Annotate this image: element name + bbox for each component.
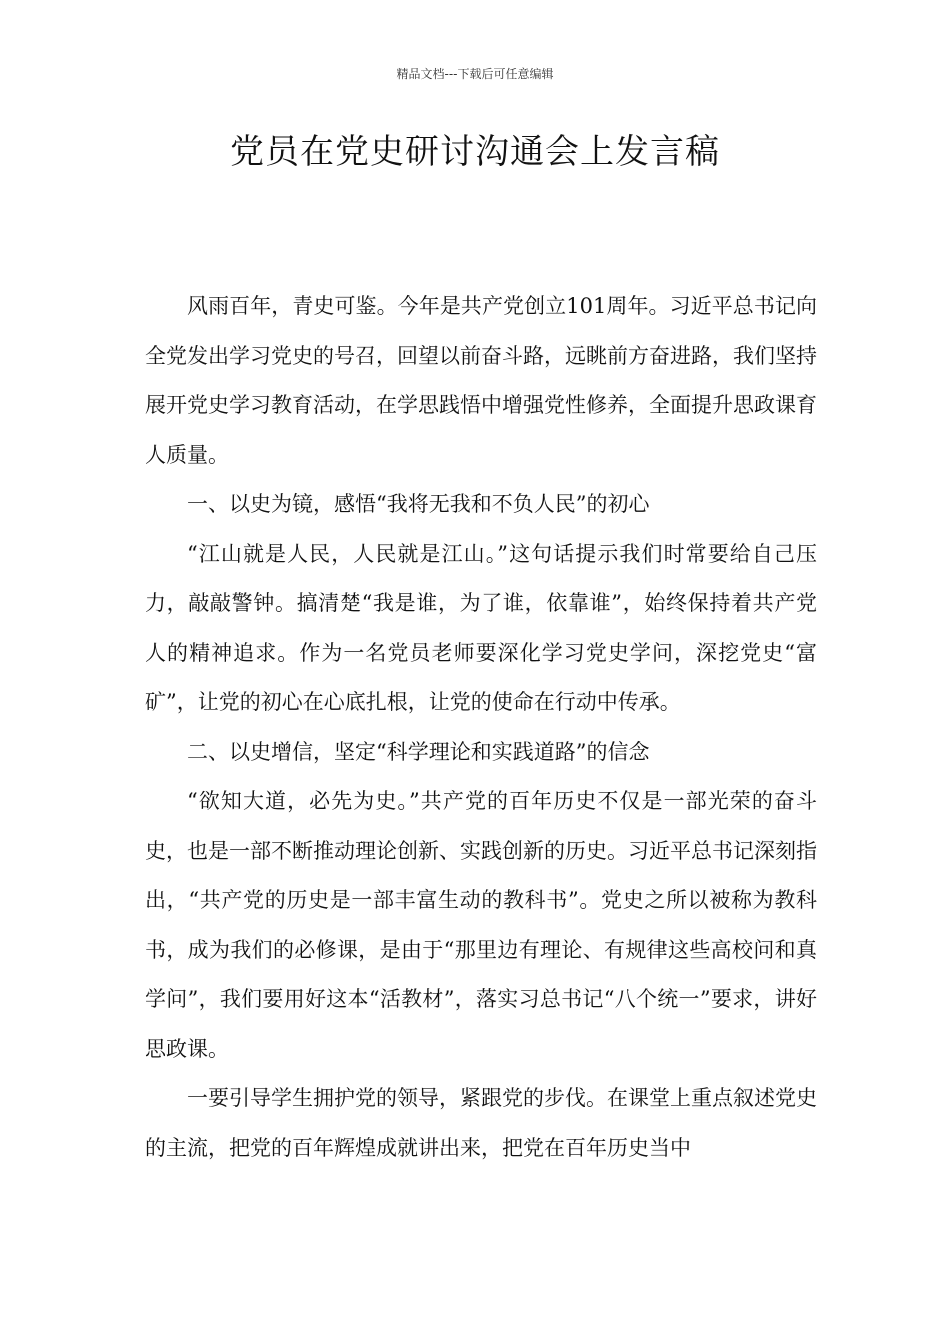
document-title: 党员在党史研讨沟通会上发言稿 bbox=[230, 132, 720, 172]
section-2-point-1-paragraph: 一要引导学生拥护党的领导，紧跟党的步伐。在课堂上重点叙述党史的主流，把党的百年辉煌成就讲出来，把党在百年历史当中 bbox=[145, 1086, 817, 1160]
intro-paragraph: 风雨百年，青史可鉴。今年是共产党创立101周年。习近平总书记向全党发出学习党史的号召，回望以前奋斗路，远眺前方奋进路，我们坚持展开党史学习教育活动，在学思践悟中增强党性修养，全面提升思政课育人质量。 bbox=[145, 294, 817, 467]
section-heading-1: 一、以史为镜，感悟“我将无我和不负人民”的初心 bbox=[187, 492, 650, 516]
header-note: 精品文档---下载后可任意编辑 bbox=[396, 67, 554, 81]
section-1-paragraph: “江山就是人民，人民就是江山。”这句话提示我们时常要给自己压力，敲敲警钟。搞清楚“我是谁，为了谁，依靠谁”，始终保持着共产党人的精神追求。作为一名党员老师要深化学习党史学问，深挖党史“富矿”，让党的初心在心底扎根，让党的使命在行动中传承。 bbox=[145, 541, 817, 714]
document-body bbox=[145, 282, 817, 1173]
section-heading-2: 二、以史增信，坚定“科学理论和实践道路”的信念 bbox=[187, 739, 650, 764]
section-2-paragraph: “欲知大道，必先为史。”共产党的百年历史不仅是一部光荣的奋斗史，也是一部不断推动理论创新、实践创新的历史。习近平总书记深刻指出，“共产党的历史是一部丰富生动的教科书”。党史之所以被称为教科书，成为我们的必修课，是由于“那里边有理论、有规律这些高校问和真学问”，我们要用好这本“活教材”，落实习总书记“八个统一”要求，讲好思政课。 bbox=[145, 789, 817, 1061]
